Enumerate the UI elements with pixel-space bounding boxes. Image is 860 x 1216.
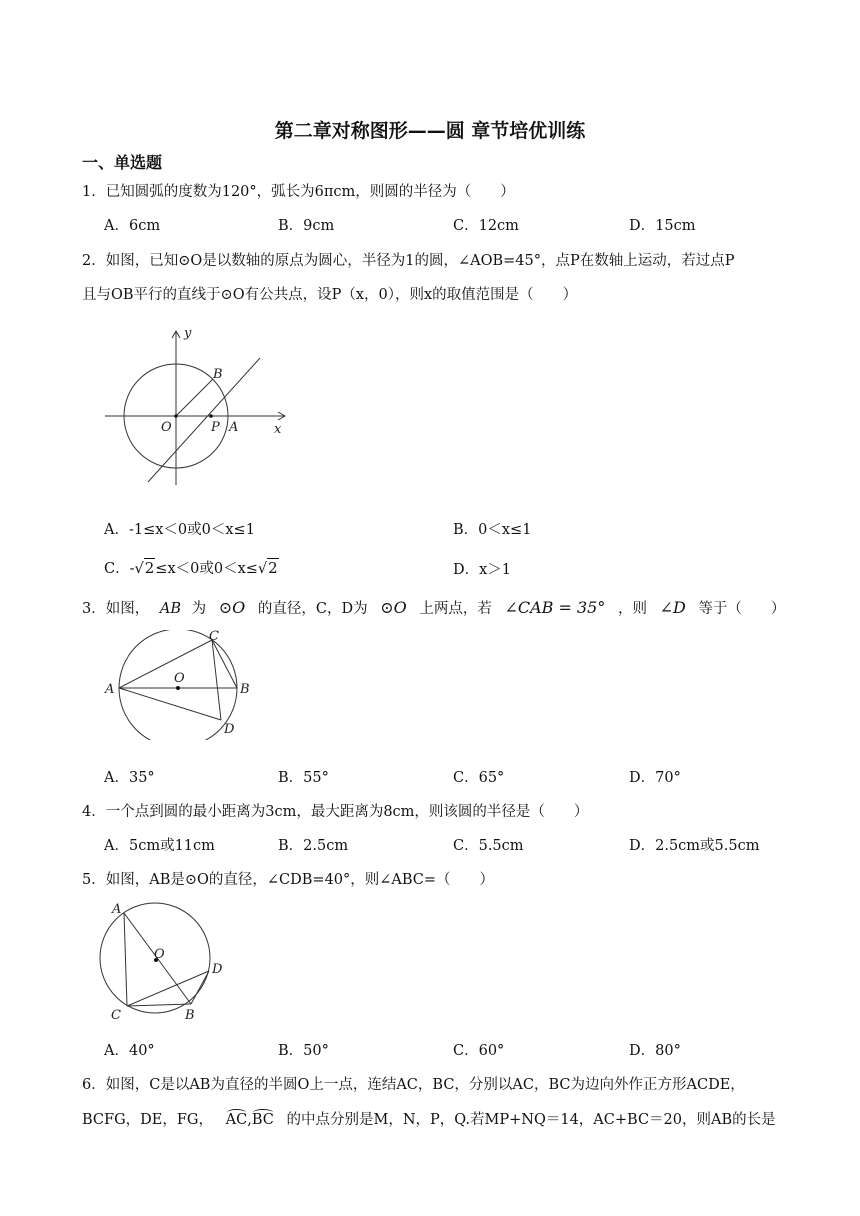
point-p (209, 414, 213, 418)
q2-figure (100, 325, 300, 490)
q4-option-c[interactable]: C．5.5cm (453, 838, 524, 854)
question-6-line-2 (82, 1108, 776, 1129)
question-4-text: 4．一个点到圆的最小距离为3cm，最大距离为8cm，则该圆的半径是（ ） (82, 804, 589, 820)
q3-figure (100, 630, 260, 740)
segment-cd (212, 640, 221, 720)
point-o (174, 414, 178, 418)
question-1-text: 1．已知圆弧的度数为120°，弧长为6πcm，则圆的半径为（ ） (82, 184, 515, 200)
q3-option-a[interactable]: A．35° (104, 770, 155, 786)
label-b: B (185, 1008, 195, 1023)
q2-option-c-prefix: C．- (104, 561, 135, 577)
label-b: B (240, 682, 250, 697)
q1-option-c[interactable]: C．12cm (453, 218, 519, 234)
label-c: C (209, 630, 219, 644)
radicand: 2 (268, 559, 278, 577)
q5-option-b[interactable]: B．50° (278, 1043, 329, 1059)
radicand: 2 (144, 559, 155, 577)
question-6-line-1: 6．如图，C是以AB为直径的半圆O上一点，连结AC，BC，分别以AC，BC为边向外作正方形ACDE， (82, 1077, 745, 1093)
q5-option-a[interactable]: A．40° (104, 1043, 155, 1059)
q3-circle-o-2: ⊙O (380, 598, 407, 617)
question-2-line-1: 2．如图，已知⊙O是以数轴的原点为圆心，半径为1的圆，∠AOB=45°，点P在数轴上运动，若过点P (82, 253, 735, 269)
segment-ad (119, 688, 221, 720)
label-d: D (224, 722, 235, 737)
label-y: y (184, 326, 192, 341)
q3-part-1: 3．如图， (82, 601, 150, 617)
q2-option-c-middle: ≤x＜0或0＜x≤ (155, 561, 258, 577)
q4-option-d[interactable]: D．2.5cm或5.5cm (629, 838, 760, 854)
segment-ac (119, 640, 212, 688)
question-2-line-2: 且与OB平行的直线于⊙O有公共点，设P（x，0），则x的取值范围是（ ） (82, 287, 578, 303)
q3-angle-d: ∠D (659, 598, 686, 617)
q3-circle-o-1: ⊙O (218, 598, 246, 617)
label-o: O (161, 420, 172, 435)
label-d: D (212, 962, 223, 977)
label-b: B (213, 367, 223, 382)
q2-option-d[interactable]: D．x＞1 (453, 562, 512, 578)
sqrt-symbol: √2 (134, 559, 155, 577)
q3-part-6: 等于（ ） (698, 601, 786, 617)
label-a: A (112, 902, 122, 917)
q6-line-2-prefix: BCFG，DE，FG， (82, 1112, 214, 1128)
label-p: P (211, 420, 220, 435)
q4-option-b[interactable]: B．2.5cm (278, 838, 349, 854)
label-a: A (229, 420, 239, 435)
arc-ac: AC (225, 1112, 248, 1128)
q3-part-3: 的直径，C，D为 (257, 601, 368, 617)
q3-angle-cab: ∠CAB = 35° (504, 598, 606, 617)
question-5-text: 5．如图，AB是⊙O的直径，∠CDB=40°，则∠ABC=（ ） (82, 872, 495, 888)
q3-part-4: 上两点，若 (419, 601, 492, 617)
label-a: A (105, 682, 115, 697)
segment-cb (212, 640, 237, 688)
label-o: O (154, 947, 165, 962)
question-3-text (82, 597, 785, 618)
arc-bc: BC (251, 1112, 274, 1128)
page-title: 第二章对称图形——圆 章节培优训练 (274, 120, 586, 142)
q1-option-a[interactable]: A．6cm (104, 218, 161, 234)
q5-option-c[interactable]: C．60° (453, 1043, 505, 1059)
arc-notation (226, 1112, 279, 1128)
label-x: x (274, 422, 282, 437)
label-c: C (111, 1008, 121, 1023)
q5-figure (96, 898, 236, 1028)
q1-option-d[interactable]: D．15cm (629, 218, 696, 234)
q3-option-c[interactable]: C．65° (453, 770, 505, 786)
q1-option-b[interactable]: B．9cm (278, 218, 335, 234)
q3-part-2: 为 (191, 601, 207, 617)
q5-option-d[interactable]: D．80° (629, 1043, 681, 1059)
segment-cd (127, 971, 209, 1006)
label-o: O (174, 671, 185, 686)
q3-option-d[interactable]: D．70° (629, 770, 681, 786)
q4-option-a[interactable]: A．5cm或11cm (104, 838, 215, 854)
q2-option-b[interactable]: B．0＜x≤1 (453, 522, 532, 538)
q2-option-a[interactable]: A．-1≤x＜0或0＜x≤1 (104, 522, 255, 538)
q3-part-5: ，则 (617, 601, 647, 617)
section-heading: 一、单选题 (82, 153, 163, 172)
segment-db (191, 971, 209, 1004)
sqrt-symbol: √2 (257, 559, 278, 577)
q3-option-b[interactable]: B．55° (278, 770, 329, 786)
q6-line-2-suffix: 的中点分别是M，N，P，Q.若MP+NQ＝14，AC+BC＝20，则AB的长是 (286, 1112, 776, 1128)
segment-ob (176, 379, 213, 416)
q3-ab: AB (159, 601, 181, 617)
q2-option-c[interactable] (104, 557, 279, 578)
segment-ac (124, 913, 127, 1006)
point-o (176, 686, 180, 690)
arc-separator: , (247, 1112, 252, 1128)
